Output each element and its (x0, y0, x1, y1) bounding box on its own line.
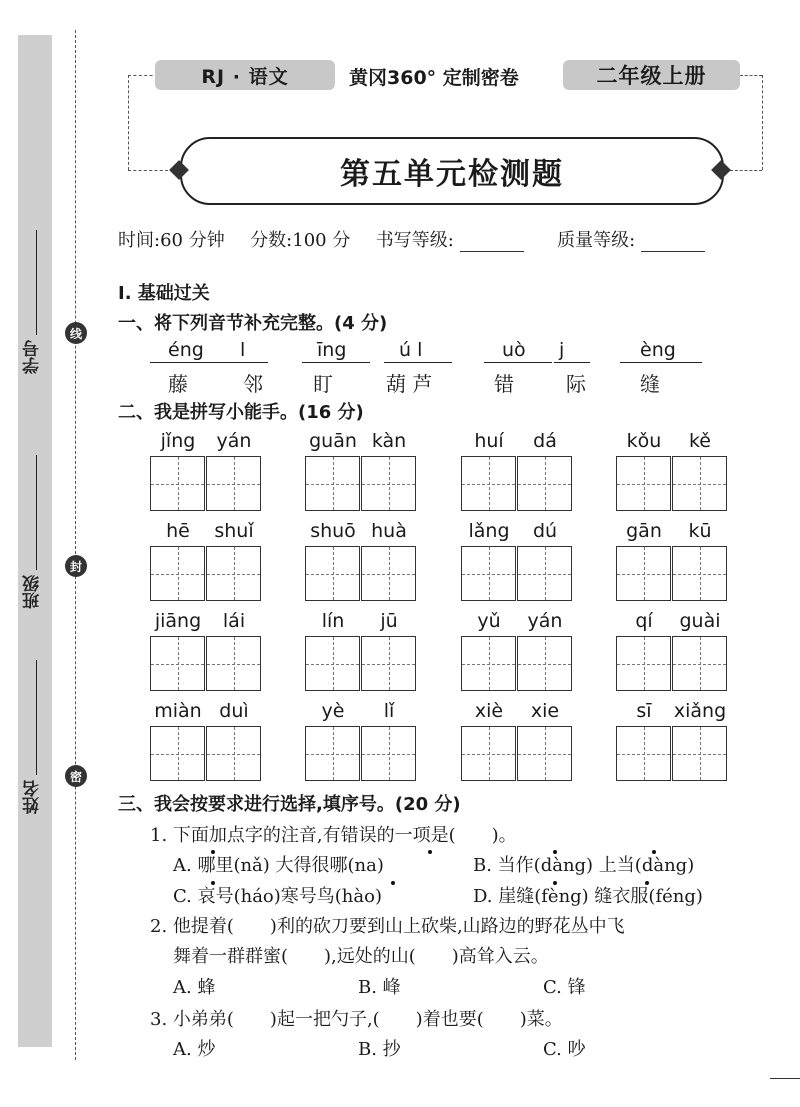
q3-item1-option-d[interactable] (473, 882, 703, 908)
q2-word-pinyin (461, 430, 573, 454)
pinyin-syllable: xiǎng (673, 700, 727, 722)
q2-title: 二、我是拼写小能手。(16 分) (118, 402, 364, 423)
writing-cell[interactable] (361, 546, 416, 601)
q3-item1-option-b-text: B. 当作(dàng) 上当(dàng) (473, 855, 695, 876)
q1-pinyin-3: īng (317, 339, 347, 361)
q2-word-pinyin (461, 520, 573, 544)
pinyin-syllable: lǎng (468, 520, 510, 542)
pinyin-syllable: lǐ (383, 700, 395, 722)
q3-item1-option-c[interactable] (173, 882, 382, 908)
pinyin-syllable: lín (321, 610, 345, 632)
q1-pinyin-5: uò (502, 339, 526, 361)
pinyin-syllable: kū (688, 520, 712, 542)
q2-word-item (305, 700, 417, 782)
q3-item3-option-b[interactable]: B. 抄 (358, 1039, 401, 1060)
q3-item1-stem: 1. 下面加点字的注音,有错误的一项是( )。 (150, 825, 517, 846)
writing-cell[interactable] (305, 636, 360, 691)
writing-cell[interactable] (150, 726, 205, 781)
emphasis-dot (553, 850, 557, 854)
q2-word-item (461, 430, 573, 512)
writing-cell[interactable] (517, 636, 572, 691)
pinyin-syllable: yǔ (477, 610, 501, 632)
pinyin-syllable: miàn (154, 700, 202, 722)
q2-word-pinyin (305, 610, 417, 634)
emphasis-dot (645, 881, 649, 885)
q2-word-item (150, 520, 262, 602)
tianzige-grid (461, 636, 573, 691)
header-dash-right (740, 75, 762, 76)
q1-pinyin-4: ú l (399, 339, 423, 361)
tianzige-grid (461, 546, 573, 601)
emphasis-dot (553, 881, 557, 885)
writing-cell[interactable] (517, 456, 572, 511)
writing-cell[interactable] (461, 726, 516, 781)
writing-cell[interactable] (206, 636, 261, 691)
q1-blank-5[interactable] (554, 362, 590, 363)
q1-char-6: 际 (566, 372, 586, 396)
seal-xian: 线 (65, 322, 87, 344)
writing-cell[interactable] (616, 726, 671, 781)
tianzige-grid (150, 456, 262, 511)
q2-word-pinyin (150, 520, 262, 544)
header-dash-right-bottom (730, 170, 762, 171)
q2-word-pinyin (616, 430, 728, 454)
q2-word-item (305, 430, 417, 512)
emphasis-dot (652, 850, 656, 854)
q2-word-item (305, 520, 417, 602)
pinyin-syllable: xiè (474, 700, 504, 722)
writing-cell[interactable] (150, 636, 205, 691)
tianzige-grid (461, 456, 573, 511)
pinyin-syllable: shuō (310, 520, 356, 542)
tianzige-grid (305, 726, 417, 781)
q2-word-item (150, 610, 262, 692)
writing-cell[interactable] (305, 456, 360, 511)
writing-cell[interactable] (672, 456, 727, 511)
q2-word-item (461, 610, 573, 692)
page-title: 第五单元检测题 (340, 157, 564, 192)
q3-item1-option-c-text: C. 哀号(háo)寒号鸟(hào) (173, 886, 382, 907)
writing-cell[interactable] (517, 726, 572, 781)
writing-cell[interactable] (517, 546, 572, 601)
q1-blank-1[interactable] (150, 362, 268, 363)
writing-grade-field[interactable] (460, 231, 524, 252)
pinyin-syllable: gān (626, 520, 662, 542)
binding-strip (18, 35, 52, 1047)
writing-cell[interactable] (672, 726, 727, 781)
writing-cell[interactable] (206, 726, 261, 781)
writing-grade-label: 书写等级: (375, 230, 454, 251)
q1-char-3: 盯 (313, 372, 333, 396)
pinyin-syllable: yè (321, 700, 345, 722)
emphasis-dot (391, 881, 395, 885)
student-no-label: 学号 (23, 340, 43, 374)
q2-word-item (461, 700, 573, 782)
quality-grade-label: 质量等级: (557, 230, 636, 251)
writing-cell[interactable] (150, 456, 205, 511)
q2-word-pinyin (150, 610, 262, 634)
series-name: 黄冈360° 定制密卷 (349, 67, 519, 89)
writing-cell[interactable] (461, 546, 516, 601)
student-no-field[interactable] (36, 230, 37, 335)
pinyin-syllable: dú (532, 520, 558, 542)
header-dash-left (128, 75, 158, 76)
pinyin-syllable: hē (166, 520, 190, 542)
q3-item3-option-c[interactable]: C. 吵 (543, 1039, 586, 1060)
tianzige-grid (616, 546, 728, 601)
q3-item1-option-b[interactable] (473, 851, 694, 877)
q2-word-pinyin (150, 430, 262, 454)
q1-title: 一、将下列音节补充完整。(4 分) (118, 313, 388, 334)
q3-title: 三、我会按要求进行选择,填序号。(20 分) (118, 794, 461, 815)
emphasis-dot (428, 850, 432, 854)
pinyin-syllable: jū (380, 610, 398, 632)
writing-cell[interactable] (361, 726, 416, 781)
writing-cell[interactable] (616, 456, 671, 511)
q2-word-pinyin (616, 520, 728, 544)
score-info: 分数:100 分 (250, 230, 351, 251)
q2-word-pinyin (461, 610, 573, 634)
writing-cell[interactable] (461, 636, 516, 691)
pinyin-syllable: kǒu (626, 430, 662, 452)
tianzige-grid (305, 546, 417, 601)
emphasis-dot (211, 881, 215, 885)
writing-cell[interactable] (672, 546, 727, 601)
q3-item1-option-a-text: A. 哪里(nǎ) 大得很哪(na) (173, 855, 384, 876)
quality-grade-field[interactable] (641, 231, 705, 252)
tianzige-grid (616, 456, 728, 511)
q1-blank-2[interactable] (302, 362, 370, 363)
writing-cell[interactable] (305, 546, 360, 601)
q3-item2-line1: 2. 他提着( )利的砍刀要到山上砍柴,山路边的野花丛中飞 (150, 916, 625, 937)
q1-char-5: 错 (494, 372, 514, 396)
class-label: 班级 (23, 575, 43, 609)
q2-word-item (616, 610, 728, 692)
pinyin-syllable: xie (530, 700, 560, 722)
q3-item2-option-a[interactable]: A. 蜂 (173, 977, 216, 998)
pinyin-syllable: yán (216, 430, 252, 452)
section-title: Ⅰ. 基础过关 (118, 283, 210, 304)
q1-pinyin-6: j (559, 339, 565, 361)
q2-word-item (616, 700, 728, 782)
writing-cell[interactable] (206, 546, 261, 601)
q1-pinyin-2: l (240, 339, 246, 361)
tianzige-grid (150, 726, 262, 781)
emphasis-dot (211, 850, 215, 854)
q3-item1-option-d-text: D. 崖缝(fèng) 缝衣服(féng) (473, 886, 703, 907)
name-field[interactable] (36, 660, 37, 775)
q3-item2-line2: 舞着一群群蜜( ),远处的山( )高耸入云。 (173, 946, 549, 967)
cut-line (75, 30, 76, 1060)
q3-item3-option-a[interactable]: A. 炒 (173, 1039, 216, 1060)
q2-word-item (305, 610, 417, 692)
q1-char-2: 邻 (243, 372, 263, 396)
seal-mi: 密 (65, 765, 87, 787)
tianzige-grid (305, 456, 417, 511)
name-label: 姓名 (23, 780, 43, 814)
q1-blank-3[interactable] (384, 362, 452, 363)
pinyin-syllable: jiāng (154, 610, 202, 632)
pinyin-syllable: qí (635, 610, 653, 632)
exam-info (118, 226, 705, 252)
pinyin-syllable: dá (533, 430, 557, 452)
q2-word-item (616, 520, 728, 602)
q2-word-pinyin (305, 700, 417, 724)
writing-cell[interactable] (616, 546, 671, 601)
writing-cell[interactable] (461, 456, 516, 511)
q2-word-pinyin (305, 520, 417, 544)
q1-pinyin-1: éng (168, 339, 204, 361)
tianzige-grid (616, 636, 728, 691)
tianzige-grid (150, 636, 262, 691)
writing-cell[interactable] (672, 636, 727, 691)
writing-cell[interactable] (361, 456, 416, 511)
title-banner (180, 137, 724, 205)
header-dash-left-bottom (128, 170, 168, 171)
pinyin-syllable: guài (679, 610, 721, 632)
writing-cell[interactable] (616, 636, 671, 691)
tianzige-grid (461, 726, 573, 781)
pinyin-syllable: jǐng (160, 430, 196, 452)
subject-tag: RJ · 语文 (155, 60, 335, 90)
q2-word-item (150, 700, 262, 782)
page-corner-mark (770, 1078, 800, 1079)
pinyin-syllable: sī (636, 700, 652, 722)
q1-char-7: 缝 (640, 372, 660, 396)
seal-feng: 封 (65, 555, 87, 577)
q2-word-item (150, 430, 262, 512)
q2-word-pinyin (305, 430, 417, 454)
q1-char-1: 藤 (168, 372, 188, 396)
pinyin-syllable: duì (219, 700, 249, 722)
writing-cell[interactable] (150, 546, 205, 601)
pinyin-syllable: huí (474, 430, 504, 452)
grade-tag: 二年级上册 (563, 60, 740, 90)
pinyin-syllable: guān (309, 430, 357, 452)
pinyin-syllable: shuǐ (214, 520, 254, 542)
pinyin-syllable: kě (688, 430, 711, 452)
tianzige-grid (305, 636, 417, 691)
q3-item3-stem: 3. 小弟弟( )起一把勺子,( )着也要( )菜。 (150, 1009, 563, 1030)
tianzige-grid (616, 726, 728, 781)
q2-word-pinyin (150, 700, 262, 724)
q2-word-pinyin (616, 610, 728, 634)
header-dash-right-vertical (762, 75, 763, 170)
q2-word-pinyin (616, 700, 728, 724)
q2-word-pinyin (461, 700, 573, 724)
pinyin-syllable: yán (527, 610, 563, 632)
writing-cell[interactable] (361, 636, 416, 691)
q1-pinyin-7: èng (640, 339, 676, 361)
header-dash-left-vertical (128, 75, 129, 170)
q2-word-item (616, 430, 728, 512)
q3-item1-option-a[interactable] (173, 851, 384, 877)
writing-cell[interactable] (305, 726, 360, 781)
writing-cell[interactable] (206, 456, 261, 511)
q2-word-item (461, 520, 573, 602)
q3-item2-option-c[interactable]: C. 锋 (543, 977, 586, 998)
q1-char-4: 葫 芦 (386, 372, 433, 396)
pinyin-syllable: huà (371, 520, 407, 542)
tianzige-grid (150, 546, 262, 601)
q1-blank-4[interactable] (484, 362, 552, 363)
class-field[interactable] (36, 455, 37, 570)
time-info: 时间:60 分钟 (118, 230, 225, 251)
pinyin-syllable: kàn (371, 430, 407, 452)
pinyin-syllable: lái (222, 610, 246, 632)
q1-blank-6[interactable] (620, 362, 702, 363)
q3-item2-option-b[interactable]: B. 峰 (358, 977, 401, 998)
